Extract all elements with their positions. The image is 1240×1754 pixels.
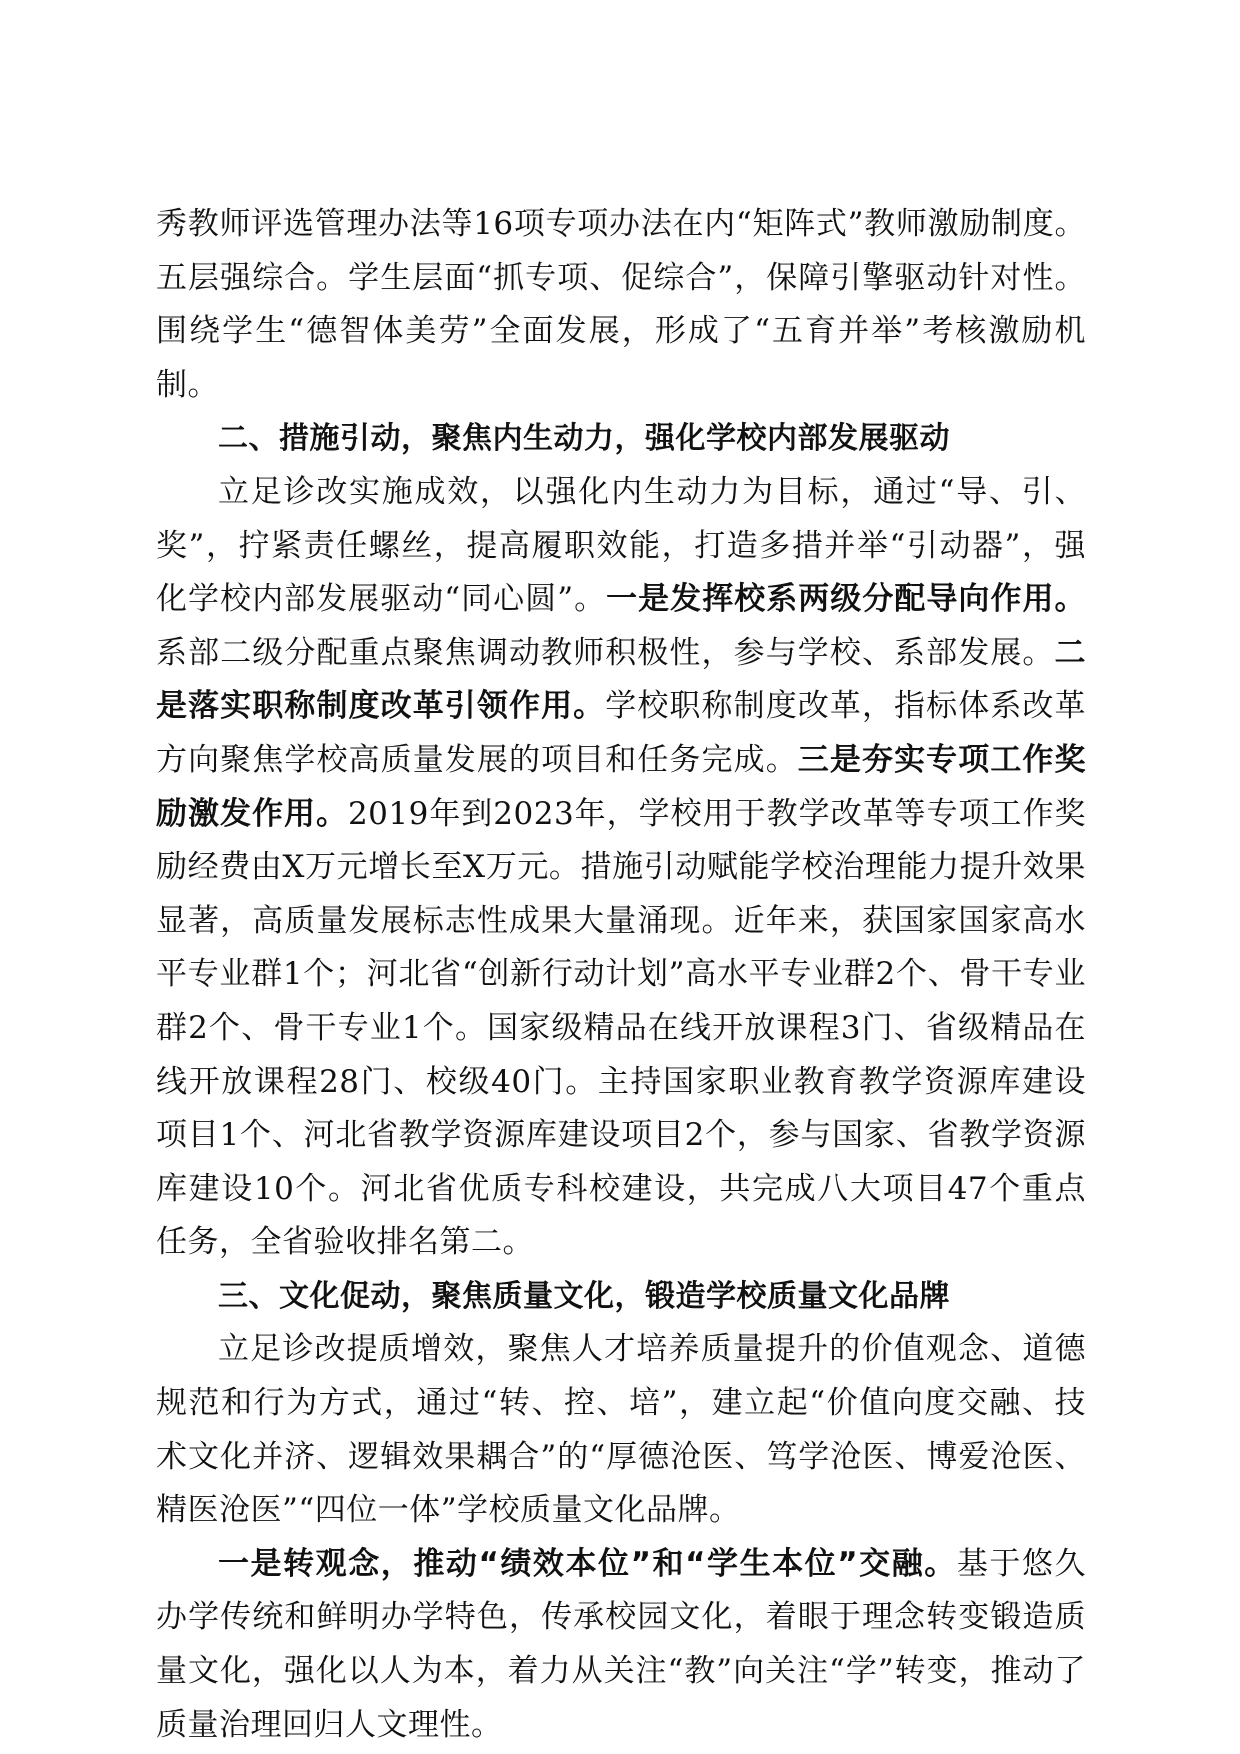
- document-page: [156, 198, 1086, 1752]
- section-2-paragraph: [156, 466, 1086, 1270]
- section-2-text-b: 系部二级分配重点聚焦调动教师积极性，参与学校、系部发展。: [156, 634, 1055, 671]
- section-heading-3: 三、文化促动，聚焦质量文化，锻造学校质量文化品牌: [218, 1278, 950, 1314]
- section-3-text-2: 基于悠久办学传统和鲜明办学特色，传承校园文化，着眼于理念转变锻造质量文化，强化以人为本，着力从关注“教”向关注“学”转变，推动了质量治理回归人文理性。: [156, 1545, 1086, 1743]
- section-2-key-point-2: 二是落实职称制度改革引领作用。: [156, 634, 1086, 725]
- section-3-key-point-1: 一是转观念，推动“绩效本位”和“学生本位”交融。: [218, 1545, 957, 1582]
- section-2-key-point-3: 三是夯实专项工作奖励激发作用。: [156, 741, 1087, 832]
- intro-text: 秀教师评选管理办法等16项专项办法在内“矩阵式”教师激励制度。五层强综合。学生层面“抓专项、促综合”，保障引擎驱动针对性。围绕学生“德智体美劳”全面发展，形成了“五育并举”考核激励机制。: [156, 206, 1086, 403]
- section-2-text-d: 2019年到2023年，学校用于教学改革等专项工作奖励经费由X万元增长至X万元。措施引动赋能学校治理能力提升效果显著，高质量发展标志性成果大量涌现。近年来，获国家国家高水平专业群1个；河北省“创新行动计划”高水平专业群2个、骨干专业群2个、骨干专业1个。国家级精品在线开放课程3门、省级精品在线开放课程28门、校级40门。主持国家职业教育教学资源库建设项目1个、河北省教学资源库建设项目2个，参与国家、省教学资源库建设10个。河北省优质专科校建设，共完成八大项目47个重点任务，全省验收排名第二。: [156, 795, 1086, 1261]
- section-3-paragraph-2: [156, 1538, 1086, 1752]
- intro-paragraph: [156, 198, 1086, 412]
- section-3-text-1: 立足诊改提质增效，聚焦人才培养质量提升的价值观念、道德规范和行为方式，通过“转、控、培”，建立起“价值向度交融、技术文化并济、逻辑效果耦合”的“厚德沧医、笃学沧医、博爱沧医、精医沧医”“四位一体”学校质量文化品牌。: [156, 1331, 1086, 1529]
- section-2-key-point-1: 一是发挥校系两级分配导向作用。: [606, 581, 1086, 618]
- section-2-text-a: 立足诊改实施成效，以强化内生动力为目标，通过“导、引、奖”，拧紧责任螺丝，提高履职效能，打造多措并举“引动器”，强化学校内部发展驱动“同心圆”。: [156, 473, 1086, 618]
- section-heading-2: 二、措施引动，聚焦内生动力，强化学校内部发展驱动: [218, 421, 950, 457]
- section-2-text-c: 学校职称制度改革，指标体系改革方向聚焦学校高质量发展的项目和任务完成。: [156, 688, 1086, 778]
- section-3-paragraph-1: [156, 1323, 1086, 1537]
